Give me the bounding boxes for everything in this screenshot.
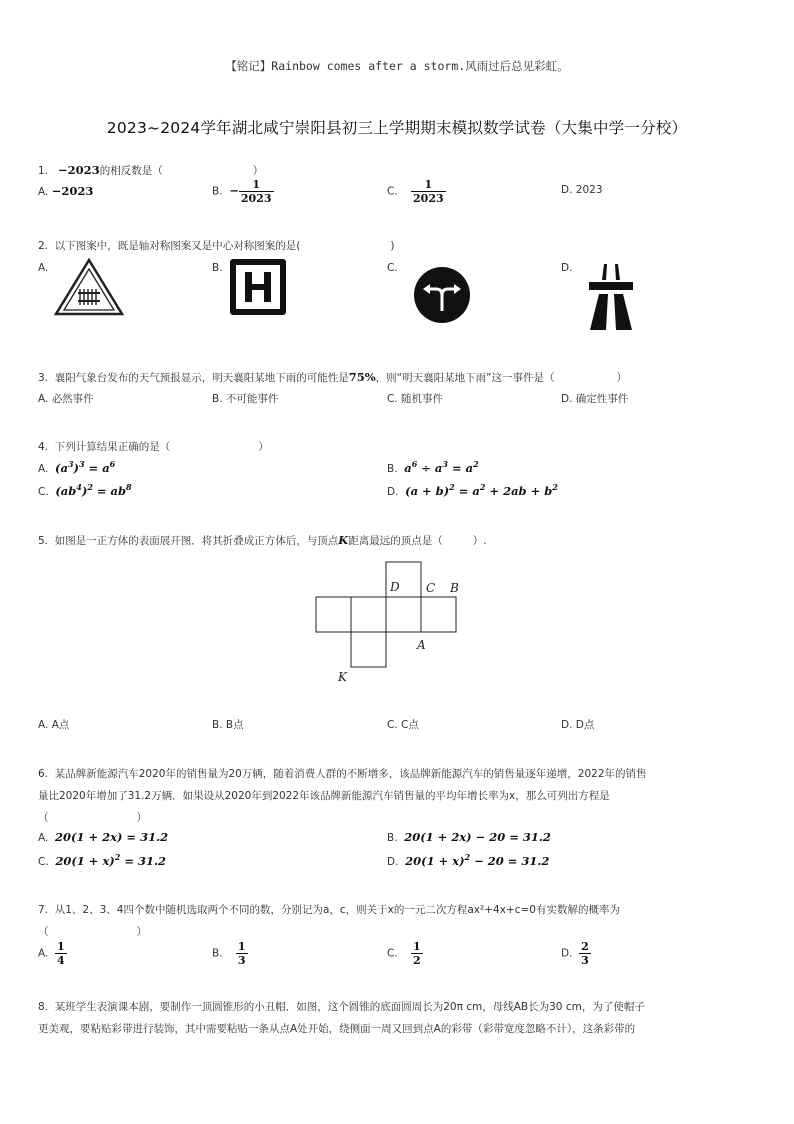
question-6: 6. 某品牌新能源汽车2020年的销售量为20万辆，随着消费人群的不断增多，该品牌新能源汽车的销售量逐年递增，2022年的销售 量比2020年增加了31.2万辆．如果设从2020年到2022年该品牌新能源汽车销售量的平均年增长率为x，那么可列出方程是 （ ） [38, 768, 647, 824]
q6-option-d[interactable]: D. $20(1 + x)^2 - 20 = 31.2$ [387, 852, 550, 868]
q3-option-b[interactable]: B. 不可能事件 [212, 393, 279, 405]
vertex-label-b: B [450, 581, 459, 595]
question-2: 2. 以下图案中，既是轴对称图案又是中心对称图案的是( ) [38, 240, 395, 252]
q5-option-b[interactable]: B. B点 [212, 719, 244, 731]
q2-option-a-label: A. [38, 262, 49, 274]
q7-option-d[interactable]: D. $\frac{2}{3}$ [561, 940, 589, 967]
motto: 【铭记】Rainbow comes after a storm.风雨过后总见彩虹。 [225, 59, 569, 73]
highway-road-sign-icon[interactable] [586, 262, 636, 332]
net-face-bottom [351, 632, 386, 667]
vertex-label-a: A [417, 638, 426, 652]
q7-option-c[interactable]: C. $\frac{1}{2}$ [387, 940, 421, 967]
cube-net-diagram [300, 556, 480, 686]
q1-option-b[interactable]: B. − $\frac{1}{2023}$ [212, 178, 272, 205]
q1-option-c[interactable]: C. $\frac{1}{2023}$ [387, 178, 444, 205]
q7-option-b[interactable]: B. $\frac{1}{3}$ [212, 940, 246, 967]
q4-option-d[interactable]: D. $(a + b)^2 = a^2 + 2ab + b^2$ [387, 482, 558, 498]
q7-option-a[interactable]: A. $\frac{1}{4}$ [38, 940, 65, 967]
question-4: 4. 下列计算结果正确的是（ ） [38, 441, 269, 453]
q4-option-c[interactable]: C. $(ab^4)^2 = ab^8$ [38, 482, 132, 498]
question-8: 8. 某班学生表演课本剧，要制作一顶圆锥形的小丑帽．如图，这个圆锥的底面圆周长为20π cm，母线AB长为30 cm，为了使帽子 更美观，要粘贴彩带进行装饰，其中需要粘贴一条从点A处开始，绕侧面一周又回到点A的彩带（彩带宽度忽略不计），这条彩带的 [38, 1001, 645, 1035]
hospital-h-sign-icon[interactable] [229, 258, 287, 316]
question-5: 5. 如图是一正方体的表面展开图．将其折叠成正方体后，与顶点K距离最远的顶点是（ ）. [38, 533, 487, 547]
q6-option-c[interactable]: C. $20(1 + x)^2 = 31.2$ [38, 852, 166, 868]
q3-option-c[interactable]: C. 随机事件 [387, 393, 444, 405]
q2-option-d-label: D. [561, 262, 573, 274]
turn-left-right-sign-icon[interactable] [412, 265, 472, 325]
q1-option-a[interactable]: A. −2023 [38, 184, 94, 198]
page-title: 2023~2024学年湖北咸宁崇阳县初三上学期期末模拟数学试卷（大集中学一分校） [106, 119, 688, 137]
q2-option-c-label: C. [387, 262, 398, 274]
question-1: 1. −2023的相反数是（ ） [38, 163, 264, 177]
net-face-1 [316, 597, 351, 632]
q5-option-c[interactable]: C. C点 [387, 719, 419, 731]
q3-option-a[interactable]: A. 必然事件 [38, 393, 94, 405]
net-face-3 [386, 597, 421, 632]
q4-option-b[interactable]: B. $a^6 \div a^3 = a^2$ [387, 459, 479, 475]
vertex-label-c: C [426, 581, 436, 595]
question-3: 3. 襄阳气象台发布的天气预报显示，明天襄阳某地下雨的可能性是75%，则“明天襄阳某地下雨”这一事件是（ ） [38, 370, 628, 384]
q5-option-a[interactable]: A. A点 [38, 719, 70, 731]
railway-crossing-warning-sign-icon[interactable] [54, 258, 124, 316]
q3-option-d[interactable]: D. 确定性事件 [561, 393, 629, 405]
q2-option-b-label: B. [212, 262, 223, 274]
q6-option-b[interactable]: B. 20(1 + 2x) − 20 = 31.2 [387, 830, 551, 844]
question-7: 7. 从1、2、3、4四个数中随机选取两个不同的数，分别记为a，c，则关于x的一元二次方程ax²+4x+c=0有实数解的概率为 （ ） [38, 904, 620, 938]
vertex-label-d: D [390, 580, 400, 594]
vertex-label-k: K [338, 670, 347, 684]
net-face-4 [421, 597, 456, 632]
q6-option-a[interactable]: A. 20(1 + 2x) = 31.2 [38, 830, 169, 844]
net-face-2 [351, 597, 386, 632]
q5-option-d[interactable]: D. D点 [561, 719, 595, 731]
q1-option-d[interactable]: D. 2023 [561, 184, 603, 196]
q4-option-a[interactable]: A. $(a^3)^3 = a^6$ [38, 459, 116, 475]
